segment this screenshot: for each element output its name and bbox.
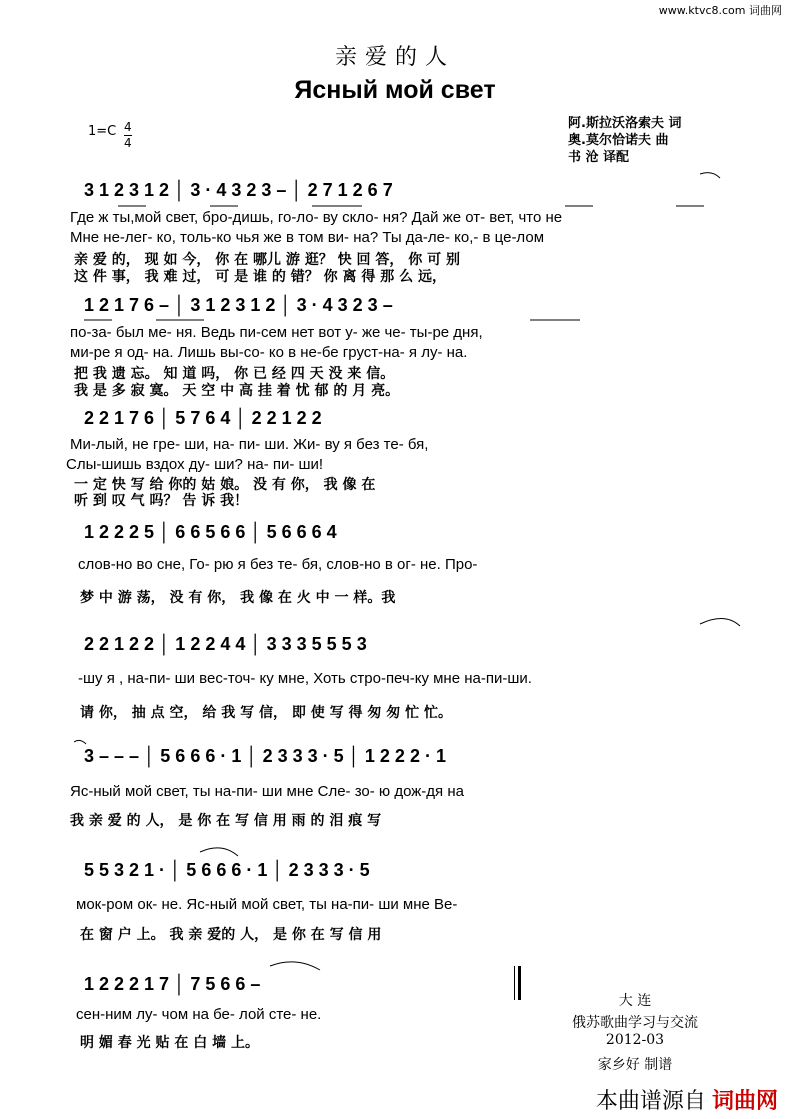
lyrics-ru-2: Слы-шишь вздох ду- ши? на- пи- ши! <box>66 456 324 473</box>
source-site-link[interactable]: 词曲网 <box>711 1088 778 1113</box>
notes-row: 1 2 2 2 5 │ 6 6 5 6 6 │ 5 6 6 6 4 <box>84 522 337 542</box>
lyrics-ru-2: Мне не-лег- ко, толь-ко чья же в том ви- на? Ты да-ле- ко,- в це-лом <box>70 229 545 246</box>
notes-row: 3 1 2 3 1 2 │ 3 · 4 3 2 3 – │ 2 7 1 2 6 7 <box>84 180 393 200</box>
lyrics-cn-1: 梦 中 游 荡， 没 有 你， 我 像 在 火 中 一 样。我 <box>80 590 396 606</box>
notes-row: 2 2 1 2 2 │ 1 2 2 4 4 │ 3 3 3 5 5 5 3 <box>84 634 367 654</box>
bottom-credit-date: 2012-03 <box>605 1032 665 1048</box>
bottom-credit-group: 俄苏歌曲学习与交流 <box>572 1015 698 1031</box>
notes-row: 1 2 1 7 6 – │ 3 1 2 3 1 2 │ 3 · 4 3 2 3 – <box>84 295 393 315</box>
lyrics-cn-1: 把 我 遗 忘。 知 道 吗， 你 已 经 四 天 没 来 信。 <box>74 366 395 382</box>
notes-row: 5 5 3 2 1 · │ 5 6 6 6 · 1 │ 2 3 3 3 · 5 <box>84 860 370 880</box>
lyrics-cn-1: 一 定 快 写 给 你的 姑 娘。 没 有 你， 我 像 在 <box>74 477 376 493</box>
lyrics-ru-1: Ми-лый, не гре- ши, на- пи- ши. Жи- ву я без те- бя, <box>70 436 429 453</box>
credit-lyricist: 阿.斯拉沃洛索夫 词 <box>568 116 682 131</box>
lyrics-ru-1: Где ж ты,мой свет, бро-дишь, го-ло- ву скло- ня? Дай же от- вет, что не <box>70 209 563 226</box>
lyrics-ru-1: по-за- был ме- ня. Ведь пи-сем нет вот у- же че- ты-ре дня, <box>70 324 483 341</box>
time-bottom: 4 <box>124 136 132 150</box>
slur <box>200 848 238 856</box>
lyrics-cn-2: 这 件 事， 我 难 过， 可 是 谁 的 错？ 你 离 得 那 么 远， <box>74 269 446 285</box>
lyrics-ru-1: сен-ним лу- чом на бе- лой сте- не. <box>76 1006 322 1023</box>
title-chinese: 亲爱的人 <box>334 45 455 70</box>
lyrics-cn-1: 请 你， 抽 点 空， 给 我 写 信， 即 使 写 得 匆 匆 忙 忙。 <box>80 705 452 721</box>
watermark: www.ktvc8.com 词曲网 <box>658 4 782 17</box>
lyrics-ru-1: -шу я , на-пи- ши вес-точ- ку мне, Хоть стро-печ-ку мне на-пи-ши. <box>78 670 532 687</box>
source-label: 本曲谱源自 <box>595 1088 706 1113</box>
lyrics-ru-1: мок-ром ок- не. Яс-ный мой свет, ты на-пи- ши мне Ве- <box>76 896 458 913</box>
notes-row: 3 – – – │ 5 6 6 6 · 1 │ 2 3 3 3 · 5 │ 1 2 2 2 · 1 <box>84 746 446 766</box>
slur <box>700 618 740 626</box>
credit-composer: 奥.莫尔恰诺夫 曲 <box>568 133 669 148</box>
title-russian: Ясный мой свет <box>294 76 496 104</box>
lyrics-cn-1: 明 媚 春 光 贴 在 白 墙 上。 <box>80 1035 259 1051</box>
key-signature: 1=C <box>88 124 117 139</box>
lyrics-cn-1: 在 窗 户 上。 我 亲 爱的 人， 是 你 在 写 信 用 <box>80 927 382 943</box>
lyrics-cn-1: 我 亲 爱 的 人， 是 你 在 写 信 用 雨 的 泪 痕 写 <box>70 813 382 829</box>
notes-row: 2 2 1 7 6 │ 5 7 6 4 │ 2 2 1 2 2 <box>84 408 322 428</box>
lyrics-ru-2: ми-ре я од- на. Лишь вы-со- ко в не-бе груст-на- я лу- на. <box>70 344 468 361</box>
lyrics-ru-1: слов-но во сне, Го- рю я без те- бя, слов-но в ог- не. Про- <box>78 556 478 573</box>
lyrics-cn-1: 亲 爱 的， 现 如 今， 你 在 哪儿 游 逛？ 快 回 答， 你 可 别 <box>74 252 460 268</box>
lyrics-cn-2: 听 到 叹 气 吗？ 告 诉 我！ <box>74 493 249 509</box>
slur <box>270 962 320 970</box>
bottom-credit-city: 大 连 <box>618 993 652 1009</box>
slur <box>700 173 720 178</box>
lyrics-cn-2: 我 是 多 寂 寞。 天 空 中 高 挂 着 忧 郁 的 月 亮。 <box>74 383 400 399</box>
bottom-credit-maker: 家乡好 制谱 <box>597 1057 673 1073</box>
credit-translator: 书 沧 译配 <box>568 150 630 165</box>
notes-row: 1 2 2 2 1 7 │ 7 5 6 6 – <box>84 974 261 994</box>
time-top: 4 <box>124 120 132 134</box>
slur <box>74 740 86 744</box>
lyrics-ru-1: Яс-ный мой свет, ты на-пи- ши мне Сле- зо- ю дож-дя на <box>70 783 464 800</box>
